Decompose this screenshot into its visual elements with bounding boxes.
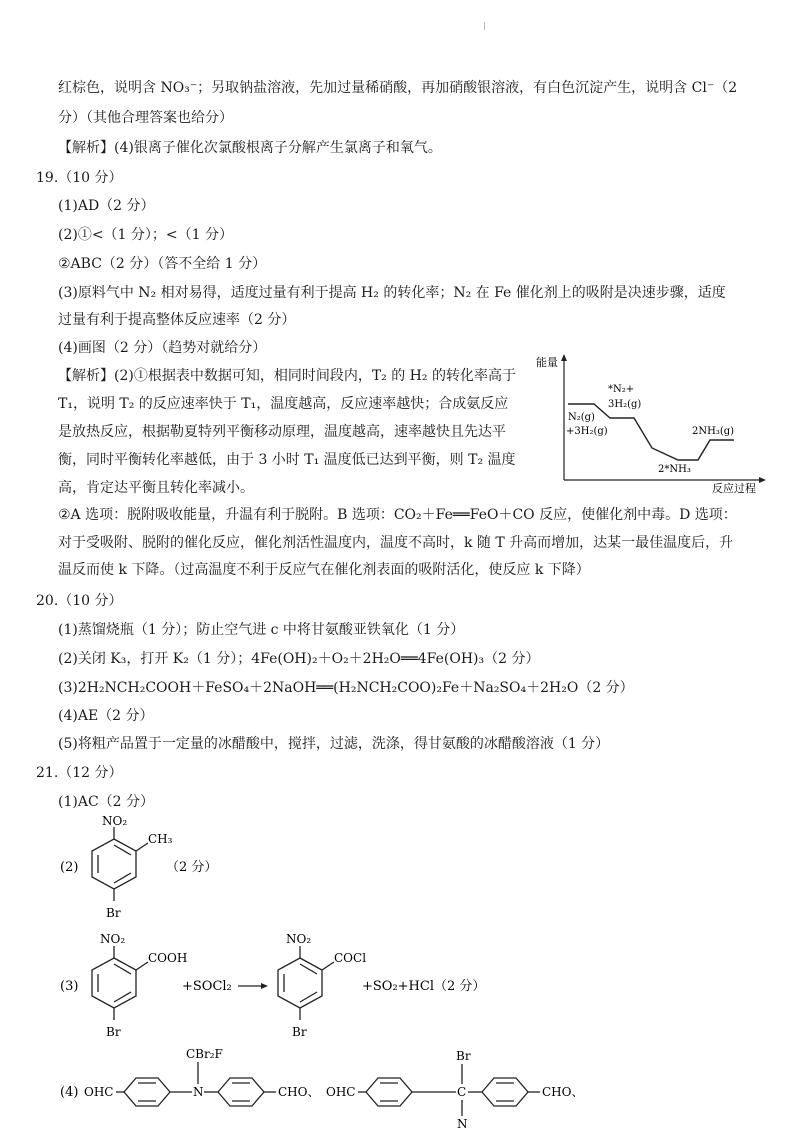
- atom-label: C: [457, 1085, 467, 1099]
- substituent-label: OHC: [84, 1085, 114, 1099]
- text-line: (2)①<（1 分）；<（1 分）: [58, 227, 234, 243]
- benzene-ring: [92, 827, 148, 901]
- analysis-line: 衡，同时平衡转化率越低，由于 3 小时 T₁ 温度低已达到平衡，则 T₂ 温度: [58, 452, 516, 468]
- text-line: (3)原料气中 N₂ 相对易得，适度过量有利于提高 H₂ 的转化率；N₂ 在 Fe 催化剂上的吸附是决速步骤，适度: [58, 285, 726, 301]
- text-line: (1)AD（2 分）: [58, 198, 155, 214]
- analysis-line: 温反而使 k 下降。（过高温度不利于反应气在催化剂表面的吸附活化，使反应 k 下降）: [58, 562, 590, 578]
- x-axis-label: 反应过程: [712, 482, 756, 495]
- part-label: (2): [60, 860, 79, 875]
- text-line: (2)关闭 K₃，打开 K₂（1 分）；4Fe(OH)₂＋O₂＋2H₂O══4Fe(OH)₃（2 分）: [58, 651, 540, 667]
- substituent-label: CBr₂F: [186, 1047, 223, 1061]
- substituent-label: CHO、: [542, 1085, 584, 1099]
- substituent-label: NO₂: [100, 932, 126, 946]
- substituent-label: NO₂: [286, 932, 312, 946]
- benzene-ring: [116, 1062, 276, 1106]
- substituent-label: OHC: [326, 1085, 356, 1099]
- analysis-line: 【解析】(4)银离子催化次氯酸根离子分解产生氯离子和氧气。: [58, 140, 442, 156]
- x-axis-arrow: [759, 477, 766, 483]
- reaction-arrowhead: [261, 983, 268, 989]
- analysis-line: 对于受吸附、脱附的催化反应，催化剂活性温度内，温度不高时，k 随 T 升高而增加，达某一最佳温度后，升: [58, 535, 734, 551]
- benzene-ring: [278, 946, 334, 1020]
- analysis-line: 是放热反应，根据勒夏特列平衡移动原理，温度越高，速率越快且先达平: [58, 424, 506, 440]
- text-line: (4)AE（2 分）: [58, 708, 154, 724]
- analysis-line: 高，肯定达平衡且转化率减小。: [58, 480, 254, 496]
- text-line: (4)画图（2 分）（趋势对就给分）: [58, 340, 267, 356]
- substituent-label: COOH: [148, 951, 188, 965]
- analysis-line: 【解析】(2)①根据表中数据可知，相同时间段内，T₂ 的 H₂ 的转化率高于: [58, 368, 516, 384]
- atom-label: N: [457, 1117, 468, 1131]
- benzene-ring: [92, 946, 148, 1020]
- page-top-mark: [484, 22, 485, 30]
- text-line: 过量有利于提高整体反应速率（2 分）: [58, 312, 296, 328]
- substituent-label: Br: [292, 1025, 307, 1039]
- question-20-heading: 20.（10 分）: [36, 593, 123, 609]
- structures-q21-4: [58, 1046, 658, 1132]
- text-line: (1)蒸馏烧瓶（1 分）；防止空气进 c 中将甘氨酸亚铁氧化（1 分）: [58, 622, 465, 638]
- text-line: (1)AC（2 分）: [58, 794, 155, 810]
- part-label: (4): [60, 1085, 79, 1100]
- analysis-line: T₁，说明 T₂ 的反应速率快于 T₁，温度越高，反应速率越快；合成氨反应: [58, 396, 509, 412]
- benzene-ring: [358, 1064, 540, 1116]
- substituent-label: CHO、: [278, 1085, 320, 1099]
- substituent-label: COCl: [334, 951, 367, 965]
- reaction-q21-3: [58, 932, 618, 1042]
- question-21-heading: 21.（12 分）: [36, 765, 123, 781]
- substituent-label: Br: [456, 1049, 471, 1063]
- reagent-label: +SOCl₂: [182, 979, 232, 994]
- text-line: 红棕色，说明含 NO₃⁻；另取钠盐溶液，先加过量稀硝酸，再加硝酸银溶液，有白色沉淀产生，说明含 Cl⁻（2: [58, 80, 738, 96]
- state-label: 2NH₃(g): [692, 426, 735, 437]
- y-axis-arrow: [561, 354, 567, 361]
- question-19-heading: 19.（10 分）: [36, 170, 123, 186]
- state-label: N₂(g): [568, 412, 595, 423]
- y-axis-label: 能量: [536, 356, 558, 369]
- state-label: 2*NH₃: [658, 464, 691, 475]
- structure-q21-2: [58, 815, 258, 925]
- substituent-label: CH₃: [148, 832, 173, 846]
- state-label: *N₂+: [608, 384, 635, 395]
- text-line: (3)2H₂NCH₂COOH＋FeSO₄＋2NaOH══(H₂NCH₂COO)₂Fe＋Na₂SO₄＋2H₂O（2 分）: [58, 680, 634, 696]
- part-label: (3): [60, 979, 79, 994]
- atom-label: N: [193, 1085, 204, 1099]
- energy-profile-diagram: [536, 352, 772, 495]
- score-label: （2 分）: [166, 860, 218, 875]
- substituent-label: Br: [106, 906, 121, 920]
- substituent-label: Br: [106, 1025, 121, 1039]
- analysis-line: ②A 选项：脱附吸收能量，升温有利于脱附。B 选项：CO₂＋Fe══FeO＋CO 反应，使催化剂中毒。D 选项：: [58, 507, 737, 523]
- substituent-label: NO₂: [102, 814, 128, 828]
- text-line: (5)将粗产品置于一定量的冰醋酸中，搅拌，过滤，洗涤，得甘氨酸的冰醋酸溶液（1 分）: [58, 736, 610, 752]
- state-label: +3H₂(g): [566, 426, 608, 437]
- state-label: 3H₂(g): [608, 399, 642, 410]
- text-line: ②ABC（2 分）（答不全给 1 分）: [58, 256, 267, 272]
- byproducts-label: +SO₂+HCl（2 分）: [362, 979, 486, 994]
- text-line: 分）（其他合理答案也给分）: [58, 110, 233, 126]
